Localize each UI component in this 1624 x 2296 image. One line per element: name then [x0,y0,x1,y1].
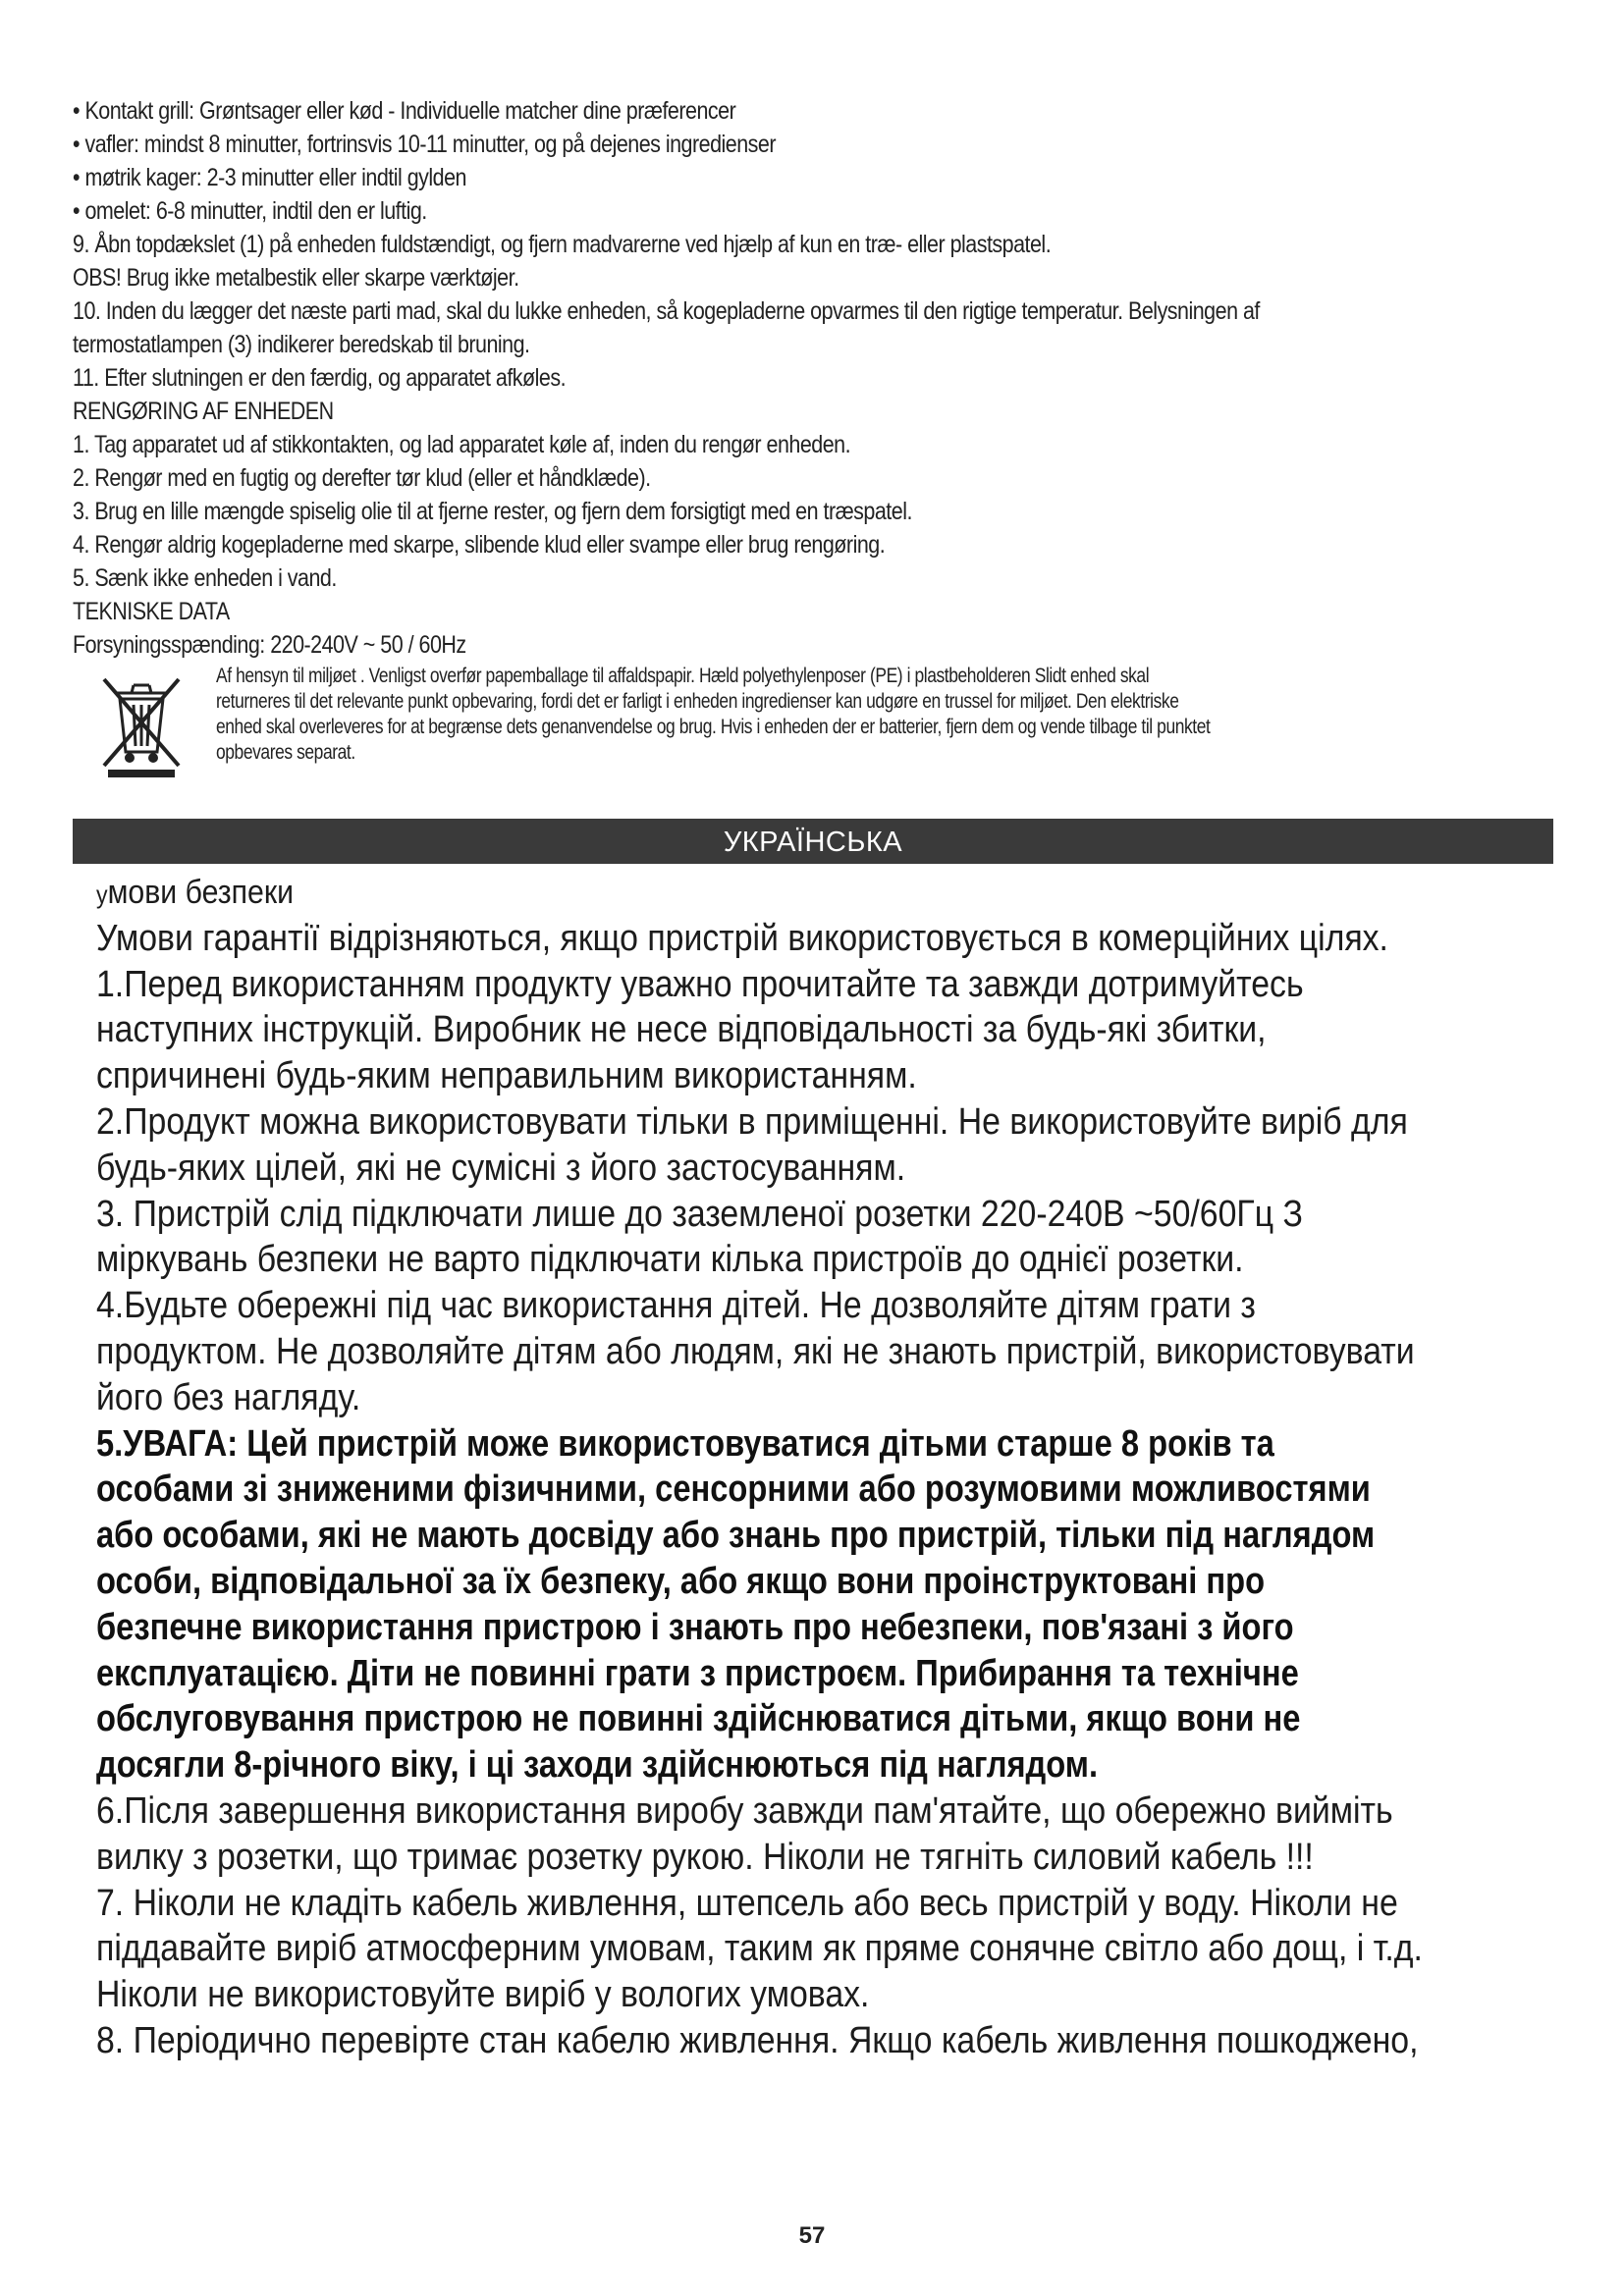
heading-rest: мови безпеки [107,874,294,911]
text-line: • vafler: mindst 8 minutter, fortrinsvis 10-11 minutter, og på dejenes ingredienser [73,131,776,158]
text-line: 8. Періодично перевірте стан кабелю живлення. Якщо кабель живлення пошкоджено, [96,2019,1419,2061]
text-line: Умови гарантії відрізняються, якщо пристрій використовується в комерційних цілях. [96,917,1388,959]
warning-line: 5.УВАГА: Цей пристрій може використовуватися дітьми старше 8 років та [96,1422,1274,1465]
warning-line: безпечне використання пристрою і знають про небезпеки, пов'язані з його [96,1606,1294,1648]
section-heading-cleaning: RENGØRING AF ENHEDEN [73,398,334,425]
text-line: будь-яких цілей, які не сумісні з його застосуванням. [96,1147,906,1189]
text-line: 6.Після завершення використання виробу завжди пам'ятайте, що обережно вийміть [96,1789,1393,1832]
text-line: Ніколи не використовуйте виріб у вологих умовах. [96,1974,870,2016]
text-line: returneres til det relevante punkt opbevaring, fordi det er farligt i enheden ingredienser kan udgøre en trussel for miljøet. Den elektriske [216,690,1179,713]
text-line: 4.Будьте обережні під час використання дітей. Не дозволяйте дітям грати з [96,1285,1256,1327]
text-line: наступних інструкцій. Виробник не несе відповідальності за будь-які збитки, [96,1009,1267,1051]
text-line: 10. Inden du lægger det næste parti mad, skal du lukke enheden, så kogepladerne opvarmes til den rigtige temperatur. Belysningen af [73,297,1260,325]
text-line: спричинені будь-яким неправильним використанням. [96,1055,917,1097]
text-line: 2.Продукт можна використовувати тільки в приміщенні. Не використовуйте виріб для [96,1100,1408,1143]
safety-heading [96,870,1407,916]
text-line: Af hensyn til miljøet . Venligst overfør papemballage til affaldspapir. Hæld polyethylenposer (PE) i plastbeholderen Slidt enhed skal [216,665,1150,687]
text-line: 5. Sænk ikke enheden i vand. [73,564,337,592]
text-line: 3. Пристрій слід підключати лише до заземленої розетки 220-240В ~50/60Гц З [96,1193,1303,1235]
text-line: 4. Rengør aldrig kogepladerne med skarpe, slibende klud eller svampe eller brug rengøring. [73,531,886,559]
warning-line: особами зі зниженими фізичними, сенсорними або розумовими можливостями [96,1468,1371,1511]
text-line: вилку з розетки, що тримає розетку рукою. Ніколи не тягніть силовий кабель !!! [96,1836,1314,1878]
section-heading-technical-data: TEKNISKE DATA [73,598,230,625]
text-line: • møtrik kager: 2-3 minutter eller indtil gylden [73,164,466,191]
warning-line: експлуатацією. Діти не повинні грати з пристроєм. Прибирання та технічне [96,1652,1299,1694]
page-number: 57 [798,2222,826,2249]
text-line: enhed skal overleveres for at begrænse dets genanvendelse og brug. Hvis i enheden der er batterier, fjern dem og vende tilbage til punktet [216,716,1211,738]
text-line: opbevares separat. [216,741,355,764]
text-line: OBS! Brug ikke metalbestik eller skarpe værktøjer. [73,264,519,292]
warning-line: особи, відповідальної за їх безпеку, або якщо вони проінструктовані про [96,1560,1266,1602]
text-line: termostatlampen (3) indikerer beredskab til bruning. [73,331,530,358]
text-line: міркувань безпеки не варто підключати кілька пристроїв до однієї розетки. [96,1239,1244,1281]
section-title: УКРАЇНСЬКА [723,827,903,858]
text-line: піддавайте виріб атмосферним умовам, таким як пряме сонячне світло або дощ, і т.д. [96,1928,1423,1970]
text-line: 3. Brug en lille mængde spiselig olie til at fjerne rester, og fjern dem forsigtigt med en træspatel. [73,498,912,525]
heading-first-letter: у [96,880,108,909]
warning-line: обслуговування пристрою не повинні здійснюватися дітьми, якщо вони не [96,1698,1301,1740]
recycling-text [216,664,1624,766]
text-line: його без нагляду. [96,1376,361,1418]
danish-instructions [73,94,1565,662]
text-line: • omelet: 6-8 minutter, indtil den er luftig. [73,197,427,225]
text-line: 9. Åbn topdækslet (1) på enheden fuldstændigt, og fjern madvarerne ved hjælp af kun en træ- eller plastspatel. [73,231,1052,258]
text-line: 1. Tag apparatet ud af stikkontakten, og lad apparatet køle af, inden du rengør enheden. [73,431,851,458]
language-section-band [73,819,1553,864]
warning-line: або особами, які не мають досвіду або знань про пристрій, тільки під наглядом [96,1515,1376,1557]
text-line: • Kontakt grill: Grøntsager eller kød - Individuelle matcher dine præferencer [73,97,736,125]
crossed-out-wheelie-bin-icon [94,671,189,779]
warning-line: досягли 8-річного віку, і ці заходи здійснюються під наглядом. [96,1744,1099,1787]
text-line: 7. Ніколи не кладіть кабель живлення, штепсель або весь пристрій у воду. Ніколи не [96,1882,1398,1924]
ukrainian-safety-conditions [96,870,1569,2064]
text-line: 1.Перед використанням продукту уважно прочитайте та завжди дотримуйтесь [96,963,1304,1005]
text-line: 2. Rengør med en fugtig og derefter tør klud (eller et håndklæde). [73,464,651,492]
text-line: 11. Efter slutningen er den færdig, og apparatet afkøles. [73,364,567,392]
text-line: продуктом. Не дозволяйте дітям або людям, які не знають пристрій, використовувати [96,1330,1415,1372]
text-line: Forsyningsspænding: 220-240V ~ 50 / 60Hz [73,631,466,659]
recycling-notice [94,664,1538,787]
